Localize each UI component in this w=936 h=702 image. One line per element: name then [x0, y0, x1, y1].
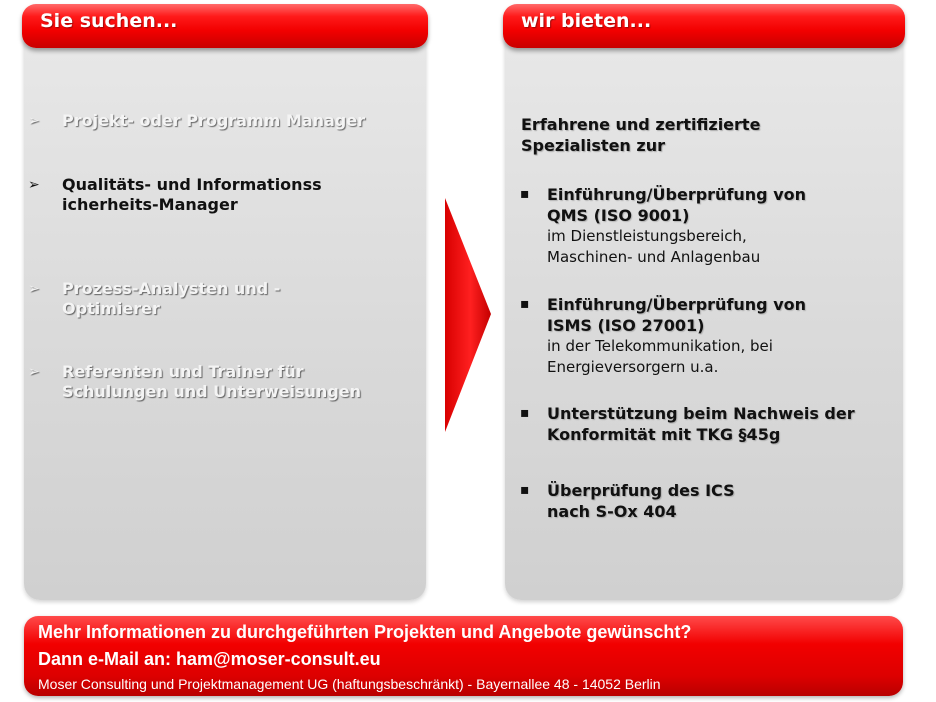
search-panel — [24, 8, 426, 600]
search-panel-header — [22, 4, 428, 48]
list-item-text: Prozess-Analysten und -Optimierer — [62, 279, 281, 318]
list-item — [24, 362, 418, 402]
offer-panel-header — [503, 4, 905, 48]
offer-panel — [505, 8, 903, 600]
list-item — [24, 279, 418, 319]
square-bullet-icon: ▪ — [520, 405, 530, 421]
offer-intro: Erfahrene und zertifizierte Spezialisten zur — [521, 115, 761, 155]
bullet-title: Einführung/Überprüfung von QMS (ISO 9001) — [547, 185, 807, 225]
square-bullet-icon: ▪ — [520, 482, 530, 498]
square-bullet-icon: ▪ — [520, 186, 530, 202]
list-item — [24, 111, 418, 131]
bullet-title: Unterstützung beim Nachweis der Konformität mit TKG §45g — [547, 404, 855, 444]
list-item — [517, 403, 895, 445]
list-item-text: Referenten und Trainer für Schulungen und Unterweisungen — [62, 362, 362, 401]
list-item — [517, 480, 895, 522]
list-item — [517, 294, 895, 378]
arrow-bullet-icon: ➢ — [28, 281, 40, 297]
arrow-bullet-icon: ➢ — [28, 177, 40, 193]
offer-panel-heading: wir bieten... — [521, 10, 652, 32]
contact-footer — [24, 616, 903, 696]
square-bullet-icon: ▪ — [520, 296, 530, 312]
list-item-text: Qualitäts- und Informationssicherheits-Manager — [62, 175, 322, 214]
search-panel-heading: Sie suchen... — [40, 10, 178, 32]
bullet-title: Überprüfung des ICS nach S-Ox 404 — [547, 481, 735, 521]
list-item — [24, 175, 418, 215]
footer-headline: Mehr Informationen zu durchgeführten Projekten und Angebote gewünscht? — [38, 622, 692, 642]
footer-email-line: Dann e-Mail an: ham@moser-consult.eu — [38, 649, 381, 669]
list-item-text: Projekt- oder Programm Manager — [62, 111, 365, 130]
bullet-detail: in der Telekommunikation, bei Energieversorgern u.a. — [547, 337, 773, 376]
arrow-bullet-icon: ➢ — [28, 113, 40, 129]
bullet-title: Einführung/Überprüfung von ISMS (ISO 27001) — [547, 295, 807, 335]
arrow-bullet-icon: ➢ — [28, 364, 40, 380]
list-item — [517, 184, 895, 268]
footer-address: Moser Consulting und Projektmanagement UG (haftungsbeschränkt) - Bayernallee 48 - 14052 Berlin — [38, 676, 661, 692]
bullet-detail: im Dienstleistungsbereich, Maschinen- und Anlagenbau — [547, 227, 761, 266]
right-arrow-icon — [443, 196, 493, 436]
